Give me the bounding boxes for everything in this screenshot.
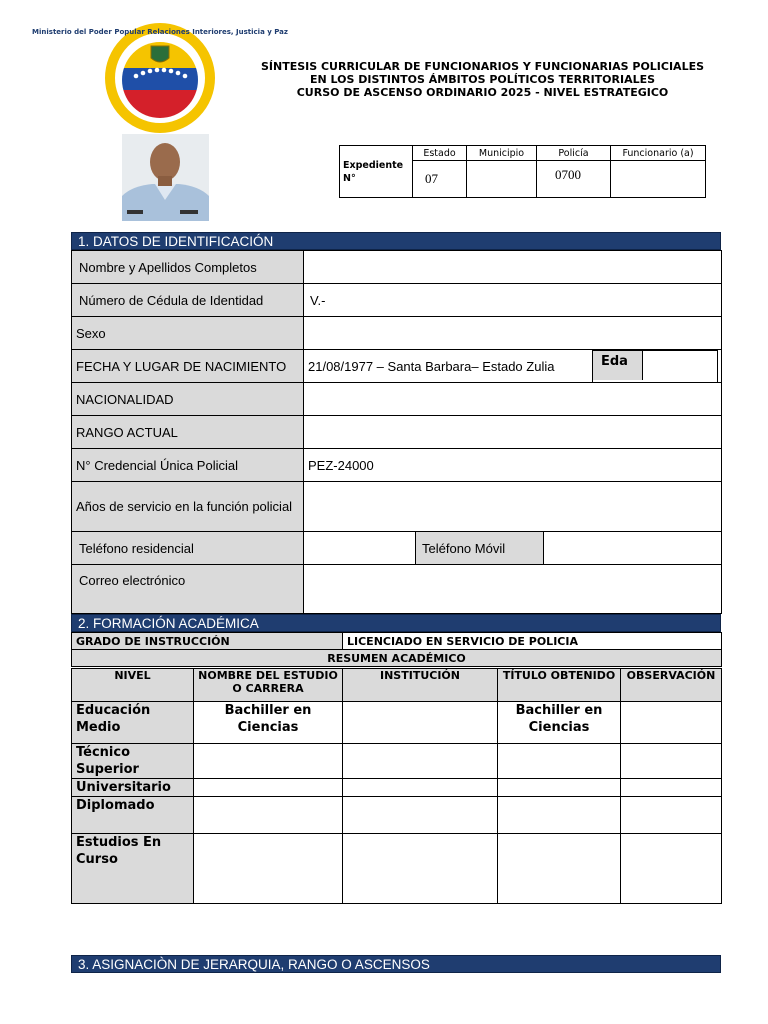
label-sexo: Sexo (72, 317, 304, 350)
estudio-tecnico-superior[interactable] (194, 744, 343, 779)
value-nombre[interactable] (304, 251, 722, 284)
head-estudio: NOMBRE DEL ESTUDIO O CARRERA (194, 669, 343, 702)
value-cedula[interactable]: V.- (304, 284, 722, 317)
value-sexo[interactable] (304, 317, 722, 350)
obs-diplomado[interactable] (621, 797, 722, 834)
estudio-universitario[interactable] (194, 779, 343, 797)
obs-estudios-en-curso[interactable] (621, 834, 722, 904)
obs-tecnico-superior[interactable] (621, 744, 722, 779)
edad-label: Eda (593, 351, 643, 380)
title-line-2: EN LOS DISTINTOS ÁMBITOS POLÍTICOS TERRITORIALES (309, 73, 656, 86)
nivel-tecnico-superior: Técnico Superior (72, 744, 194, 779)
label-nacimiento: FECHA Y LUGAR DE NACIMIENTO (72, 350, 304, 383)
col-policia: Policía (537, 146, 611, 161)
label-grado: GRADO DE INSTRUCCIÓN (72, 633, 343, 650)
titulo-tecnico-superior[interactable] (498, 744, 621, 779)
funcionario-value[interactable] (611, 161, 706, 198)
titulo-universitario[interactable] (498, 779, 621, 797)
title-line-1: SÍNTESIS CURRICULAR DE FUNCIONARIOS Y FUNCIONARIAS POLICIALES (260, 60, 705, 73)
institucion-educacion-medio[interactable] (343, 702, 498, 744)
institucion-diplomado[interactable] (343, 797, 498, 834)
expediente-table (339, 145, 706, 198)
title-line-3: CURSO DE ASCENSO ORDINARIO 2025 - NIVEL ESTRATEGICO (296, 86, 669, 99)
resumen-academico: RESUMEN ACADÉMICO (72, 650, 722, 667)
identificacion-table (71, 250, 722, 614)
titulo-diplomado[interactable] (498, 797, 621, 834)
label-cedula: Número de Cédula de Identidad (72, 284, 304, 317)
estado-value[interactable]: 07 (413, 161, 467, 198)
nivel-diplomado: Diplomado (72, 797, 194, 834)
label-credencial: N° Credencial Única Policial (72, 449, 304, 482)
grado-instruccion-table (71, 632, 722, 667)
value-telefono-movil[interactable] (544, 532, 722, 565)
policia-value[interactable]: 0700 (537, 161, 611, 198)
obs-universitario[interactable] (621, 779, 722, 797)
head-titulo: TÍTULO OBTENIDO (498, 669, 621, 702)
titulo-educacion-medio[interactable]: Bachiller en Ciencias (498, 702, 621, 744)
col-estado: Estado (413, 146, 467, 161)
nivel-educacion-medio: Educación Medio (72, 702, 194, 744)
value-nacimiento[interactable]: 21/08/1977 – Santa Barbara– Estado Zulia (304, 350, 722, 383)
institucion-tecnico-superior[interactable] (343, 744, 498, 779)
value-credencial[interactable]: PEZ-24000 (304, 449, 722, 482)
logo-text: Ministerio del Poder Popular Relaciones Interiores, Justicia y Paz (32, 28, 288, 36)
label-anos-servicio: Años de servicio en la función policial (72, 482, 304, 532)
titulo-estudios-en-curso[interactable] (498, 834, 621, 904)
value-anos-servicio[interactable] (304, 482, 722, 532)
head-observacion: OBSERVACIÓN (621, 669, 722, 702)
expediente-label: Expediente N° (340, 146, 413, 198)
edad-box (592, 350, 718, 383)
value-grado[interactable]: LICENCIADO EN SERVICIO DE POLICIA (343, 633, 722, 650)
value-telefono-residencial[interactable] (304, 532, 416, 565)
estudio-diplomado[interactable] (194, 797, 343, 834)
label-telefono-residencial: Teléfono residencial (72, 532, 304, 565)
head-institucion: INSTITUCIÓN (343, 669, 498, 702)
nivel-universitario: Universitario (72, 779, 194, 797)
value-correo[interactable] (304, 565, 722, 614)
section-jerarquia-header: 3. ASIGNACIÒN DE JERARQUIA, RANGO O ASCENSOS (71, 955, 721, 973)
estudio-educacion-medio[interactable]: Bachiller en Ciencias (194, 702, 343, 744)
institucion-universitario[interactable] (343, 779, 498, 797)
ministry-logo (32, 24, 288, 132)
section-identificacion-header: 1. DATOS DE IDENTIFICACIÓN (71, 232, 721, 250)
value-nacionalidad[interactable] (304, 383, 722, 416)
col-municipio: Municipio (467, 146, 537, 161)
label-nacionalidad: NACIONALIDAD (72, 383, 304, 416)
institucion-estudios-en-curso[interactable] (343, 834, 498, 904)
estudio-estudios-en-curso[interactable] (194, 834, 343, 904)
label-correo: Correo electrónico (72, 565, 304, 614)
section-formacion-header: 2. FORMACIÓN ACADÉMICA (71, 614, 721, 632)
value-rango[interactable] (304, 416, 722, 449)
label-nombre: Nombre y Apellidos Completos (72, 251, 304, 284)
label-telefono-movil: Teléfono Móvil (416, 532, 544, 565)
head-nivel: NIVEL (72, 669, 194, 702)
label-rango: RANGO ACTUAL (72, 416, 304, 449)
document-title (245, 60, 720, 99)
col-funcionario: Funcionario (a) (611, 146, 706, 161)
nivel-estudios-en-curso: Estudios En Curso (72, 834, 194, 904)
academico-table (71, 668, 722, 904)
municipio-value[interactable] (467, 161, 537, 198)
officer-photo (122, 134, 209, 221)
obs-educacion-medio[interactable] (621, 702, 722, 744)
